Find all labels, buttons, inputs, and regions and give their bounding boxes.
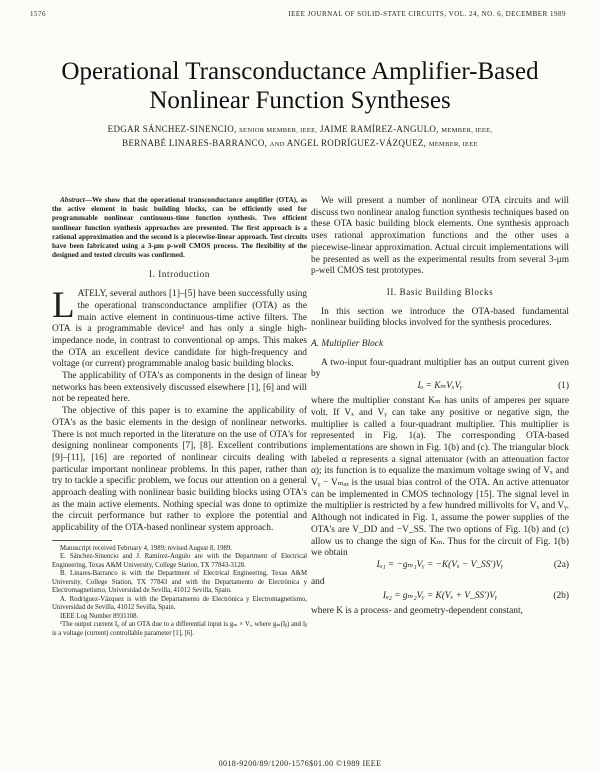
equation-2b-number: (2b) bbox=[553, 590, 569, 601]
abstract bbox=[52, 196, 307, 260]
journal-name: IEEE JOURNAL OF SOLID-STATE CIRCUITS, VOL. 24, NO. 6, DECEMBER 1989 bbox=[288, 10, 566, 18]
footnote-rule bbox=[52, 540, 112, 541]
right-paragraph-1: We will present a number of nonlinear OTA circuits and will discuss two nonlinear analog function synthesis techniques based on these OTA basic building block elements. One synthesis approach uses rational approximation functions and the other uses a piecewise-linear approximation. Actual circuit implementations will be presented as well as the experimental results from several 3-μm p-well CMOS test prototypes. bbox=[311, 196, 569, 277]
title-line-1: Operational Transconductance Amplifier-Based bbox=[61, 58, 539, 85]
equation-2b-body: Iₒ₂ = gₘ₂Vᵧ = K(Vₓ + V_SS′)Vᵧ bbox=[382, 590, 498, 601]
copyright-footer: 0018-9200/89/1200-1576$01.00 ©1989 IEEE bbox=[218, 759, 382, 768]
title-line-2: Nonlinear Function Syntheses bbox=[149, 87, 451, 114]
right-paragraph-4: where the multiplier constant Kₘ has units of amperes per square volt. If Vₓ and Vᵧ can take any positive or negative sign, the multiplier is called a four-quadrant multiplier. This multiplier is represented in Fig. 1(a). The corresponding OTA-based implementations are shown in Fig. 1(b) and (c). The triangular block labeled α represents a signal attenuator (with an attenuation factor α); its function is to equalize the maximum voltage swing of Vₓ and Vᵧ − Vₘₐₓ is the usual bias control of the OTA. An active attenuator can be implemented in CMOS technology [15]. The signal level in the multiplier is restricted by a few hundred millivolts for Vₓ and Vᵧ. Although not indicated in Fig. 1, assume the power supplies of the OTA's are V_DD and −V_SS. The two options of Fig. 1(b) and (c) allow us to change the sign of Kₘ. Thus for the circuit of Fig. 1(b) we obtain bbox=[311, 396, 569, 559]
author-ramirez: JAIME RAMÍREZ-ANGULO, bbox=[319, 124, 439, 134]
footnote-affiliation-3: A. Rodríguez-Vázquez is with the Departamento de Electrónica y Electromagnetismo, Universidad de Sevilla, 41012 Sevilla, Spain. bbox=[52, 595, 307, 612]
right-paragraph-3: A two-input four-quadrant multiplier has an output current given by bbox=[311, 357, 569, 380]
author-sanchez: EDGAR SÁNCHEZ-SINENCIO, bbox=[107, 124, 237, 134]
footnote-received: Manuscript received February 4, 1989; revised August 8, 1989. bbox=[60, 544, 232, 552]
intro-paragraph-2: The applicability of OTA's as components in the design of linear networks has been extensively discussed elsewhere [1], [6] and will not be repeated here. bbox=[52, 371, 307, 405]
paper-title bbox=[30, 57, 570, 115]
equation-2a-body: Iₒ₁ = −gₘ₁Vᵧ = −K(Vₓ − V_SS′)Vᵧ bbox=[376, 559, 504, 570]
author-line-1 bbox=[40, 123, 560, 137]
footnote-log-number: IEEE Log Number 8931108. bbox=[60, 612, 139, 620]
author-membership: MEMBER, IEEE bbox=[428, 141, 478, 148]
intro-paragraph-3: The objective of this paper is to examine the applicability of OTA's as the basic elements in the design of nonlinear networks. There is not much reported in the literature on the use of OTA's for designing nonlinear components [7], [8]. Excellent contributions [9]–[11], [16] are reported of nonlinear circuits dealing with particular important nonlinear problems. In this paper, rather than try to tackle a specific problem, we focus our attention on a general approach dealing with nonlinear basic building blocks using OTA's as the main active elements. Nothing special was done to optimize the circuit performance but rather to explore the potential and applicability of the OTA-based nonlinear system approach. bbox=[52, 406, 307, 534]
left-column bbox=[52, 196, 307, 638]
author-list bbox=[40, 123, 560, 151]
abstract-label: Abstract bbox=[60, 196, 85, 204]
equation-2a-number: (2a) bbox=[553, 559, 569, 570]
equation-1-body: Iₒ = KₘVₓVᵧ bbox=[417, 381, 463, 392]
author-linares: BERNABÉ LINARES-BARRANCO, bbox=[122, 138, 268, 148]
footnote-ota-definition: ¹The output current I₀ of an OTA due to a differential input is gₘ × Vᵢ, where gₘ(Iᵦ) and Iᵦ is a voltage (current) controllable parameter [1], [6]. bbox=[52, 621, 307, 637]
author-rodriguez: ANGEL RODRÍGUEZ-VÁZQUEZ, bbox=[286, 138, 427, 148]
author-and: AND bbox=[269, 141, 285, 148]
equation-2a bbox=[311, 560, 569, 575]
right-paragraph-2: In this section we introduce the OTA-based fundamental nonlinear building blocks involved for the synthesis procedures. bbox=[311, 306, 569, 329]
section-heading-basic-blocks: II. Basic Building Blocks bbox=[386, 286, 494, 297]
right-column bbox=[311, 196, 569, 617]
author-membership: SENIOR MEMBER, IEEE, bbox=[239, 127, 318, 134]
subsection-heading-multiplier: A. Multiplier Block bbox=[311, 339, 384, 350]
footnote-affiliation-1: E. Sánchez-Sinencio and J. Ramírez-Angulo are with the Department of Electrical Engineering, Texas A&M University, College Station, TX 77843-3128. bbox=[52, 553, 307, 569]
equation-1 bbox=[311, 381, 569, 396]
intro-paragraph-1 bbox=[52, 285, 307, 371]
author-membership: MEMBER, IEEE, bbox=[441, 127, 493, 134]
section-heading-introduction: I. Introduction bbox=[149, 269, 210, 280]
intro-paragraph-1-text: ATELY, several authors [1]–[5] have been successfully using the operational transconductance amplifier (OTA) as the main active element in continuous-time active filters. The OTA is a programmable device¹ and has only a single high-impedance node, in contrast to conventional op amps. This makes the OTA an excellent device candidate for high-frequency and voltage (or current) programmable analog basic building blocks. bbox=[52, 289, 307, 370]
abstract-text: —We show that the operational transconductance amplifier (OTA), as the active element in basic building blocks, can be efficiently used for programmable nonlinear continuous-time function synthesis. Two efficient nonlinear function synthesis approaches are presented. The first approach is a rational approximation and the second is a piecewise-linear approach. Test circuits have been fabricated using a 3-μm p-well CMOS process. The flexibility of the designed and tested circuits was confirmed. bbox=[52, 196, 307, 260]
and-connector: and bbox=[311, 576, 325, 587]
running-header bbox=[30, 10, 566, 22]
footnote-affiliation-2: B. Linares-Barranco is with the Department of Electrical Engineering, Texas A&M University, College Station, TX 77843 and with the Departamento de Electrónica y Electromagnetismo, Universidad de Sevilla, 41012 Sevilla, Spain. bbox=[52, 570, 307, 595]
author-line-2 bbox=[40, 137, 560, 151]
equation-1-number: (1) bbox=[558, 381, 569, 392]
right-paragraph-5: where K is a process- and geometry-dependent constant, bbox=[311, 605, 523, 616]
drop-cap: L bbox=[52, 285, 75, 327]
page-number: 1576 bbox=[30, 10, 46, 18]
equation-2b bbox=[311, 591, 569, 606]
